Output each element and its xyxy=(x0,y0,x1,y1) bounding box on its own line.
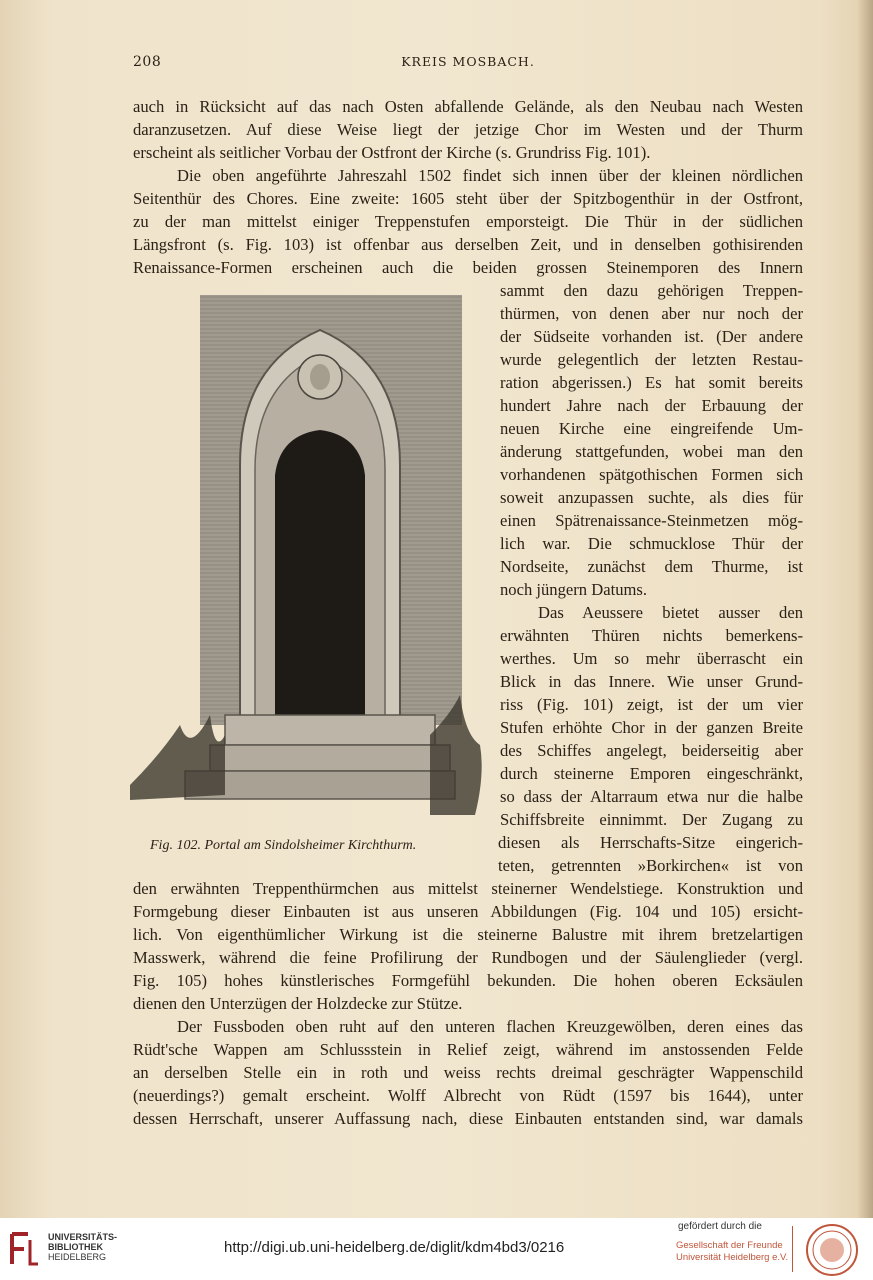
text-line: wurde gelegentlich der letzten Restau- xyxy=(500,350,803,369)
text-line: dienen den Unterzügen der Holzdecke zur Stütze. xyxy=(133,994,463,1013)
step xyxy=(185,771,455,799)
text-line: thürmen, von denen aber nur noch der xyxy=(500,304,803,323)
text-line: vorhandenen spätgothischen Formen sich xyxy=(500,465,803,484)
society-name: Gesellschaft der Freunde Universität Heidelberg e.V. xyxy=(676,1240,789,1263)
text-line: Nordseite, zunächst dem Thurme, ist xyxy=(500,557,803,576)
text-line: soweit anzupassen suchte, als dies für xyxy=(500,488,803,507)
text-line: einen Spätrenaissance-Steinmetzen mög- xyxy=(500,511,803,530)
text-line: diesen als Herrschafts-Sitze eingerich- xyxy=(498,833,803,852)
text-line: erscheint als seitlicher Vorbau der Ostfront der Kirche (s. Grundriss Fig. 101). xyxy=(133,143,651,162)
permalink[interactable]: http://digi.ub.uni-heidelberg.de/diglit/kdm4bd3/0216 xyxy=(224,1239,565,1256)
text-line: dessen Herrschaft, unserer Auffassung nach, diese Einbauten entstanden sind, war damals xyxy=(133,1109,803,1128)
text-line: lich. Von eigenthümlicher Wirkung ist die steinerne Balustre mit ihrem bretzelartigen xyxy=(133,925,803,944)
text-line: noch jüngern Datums. xyxy=(500,580,648,599)
text-line: der Südseite vorhanden ist. (Der andere xyxy=(500,327,803,346)
text-line: (neuerdings?) gemalt erscheint. Wolff Albrecht von Rüdt (1597 bis 1644), unter xyxy=(133,1086,803,1105)
text-line: Schiffsbreite einnimmt. Der Zugang zu xyxy=(500,810,803,829)
text-line: Fig. 105) hohes künstlerisches Formgefühl bekunden. Die hohen oberen Ecksäulen xyxy=(133,971,803,990)
library-logo-icon xyxy=(8,1230,42,1268)
text-line: so dass der Altarraum etwa nur die halbe xyxy=(500,787,803,806)
running-title: KREIS MOSBACH. xyxy=(401,54,535,69)
text-line: änderung stattgefunden, wobei man den xyxy=(500,442,803,461)
text-line: auch in Rücksicht auf das nach Osten abfallende Gelände, als den Neubau nach Westen xyxy=(133,97,803,116)
text-line: durch steinerne Emporen eingeschränkt, xyxy=(500,764,803,783)
footer-divider xyxy=(792,1226,793,1272)
text-line: Rüdt'sche Wappen am Schlussstein in Relief zeigt, während im anstossenden Felde xyxy=(133,1040,803,1059)
text-line: neuen Kirche eine eingreifende Um- xyxy=(500,419,803,438)
text-line: sammt den dazu gehörigen Treppen- xyxy=(500,281,803,300)
text-line: Renaissance-Formen erscheinen auch die beiden grossen Steinemporen des Innern xyxy=(133,258,803,277)
text-line: erwähnten Thüren nichts bemerkens- xyxy=(500,626,803,645)
page-number: 208 xyxy=(133,54,162,70)
running-header xyxy=(133,54,803,74)
text-line: des Schiffes angelegt, beiderseitig aber xyxy=(500,741,803,760)
text-line: Masswerk, während die feine Profilirung der Rundbogen und der Säulenglieder (vergl. xyxy=(133,948,803,967)
library-name: UNIVERSITÄTS- BIBLIOTHEK HEIDELBERG xyxy=(48,1232,118,1262)
step xyxy=(225,715,435,745)
text-line: Der Fussboden oben ruht auf den unteren flachen Kreuzgewölben, deren eines das xyxy=(177,1017,803,1036)
portal-illustration xyxy=(130,295,485,825)
step xyxy=(210,745,450,771)
figure-caption: Fig. 102. Portal am Sindolsheimer Kirchthurm. xyxy=(150,838,417,853)
text-line: hundert Jahre nach der Erbauung der xyxy=(500,396,803,415)
page-edge-shadow xyxy=(857,0,873,1218)
text-line: den erwähnten Treppenthürmchen aus mittelst steinerner Wendelstiege. Konstruktion und xyxy=(133,879,803,898)
text-line: Blick in das Innere. Wie unser Grund- xyxy=(500,672,803,691)
university-seal-icon xyxy=(805,1223,859,1277)
text-line: lich war. Die schmucklose Thür der xyxy=(500,534,803,553)
text-line: riss (Fig. 101) zeigt, ist der um vier xyxy=(500,695,803,714)
doorway xyxy=(275,430,365,715)
text-line: werthes. Um so mehr überrascht ein xyxy=(500,649,803,668)
text-line: Formgebung dieser Einbauten ist aus unseren Abbildungen (Fig. 104 und 105) ersicht- xyxy=(133,902,803,921)
text-line: teten, getrennten »Borkirchen« ist von xyxy=(498,856,803,875)
digitization-footer xyxy=(0,1218,873,1280)
text-line: Längsfront (s. Fig. 103) ist offenbar aus derselben Zeit, und in denselben gothisirenden xyxy=(133,235,803,254)
text-line: Das Aeussere bietet ausser den xyxy=(538,603,803,622)
text-line: Die oben angeführte Jahreszahl 1502 findet sich innen über der kleinen nördlichen xyxy=(177,166,803,185)
text-line: daranzusetzen. Auf diese Weise liegt der jetzige Chor im Westen und der Thurm xyxy=(133,120,803,139)
plants-left xyxy=(130,715,225,800)
text-line: Seitenthür des Chores. Eine zweite: 1605 steht über der Spitzbogenthür in der Ostfront, xyxy=(133,189,803,208)
text-line: zu der man mittelst einiger Treppenstufen emporsteigt. Die Thür in der südlichen xyxy=(133,212,803,231)
text-line: ration abgerissen.) Es hat somit bereits xyxy=(500,373,803,392)
text-line: Stufen erhöhte Chor in der ganzen Breite xyxy=(500,718,803,737)
funded-by-label: gefördert durch die xyxy=(678,1221,762,1232)
text-line: an derselben Stelle ein in roth und weiss rechts dreimal geschrägter Wappenschild xyxy=(133,1063,803,1082)
